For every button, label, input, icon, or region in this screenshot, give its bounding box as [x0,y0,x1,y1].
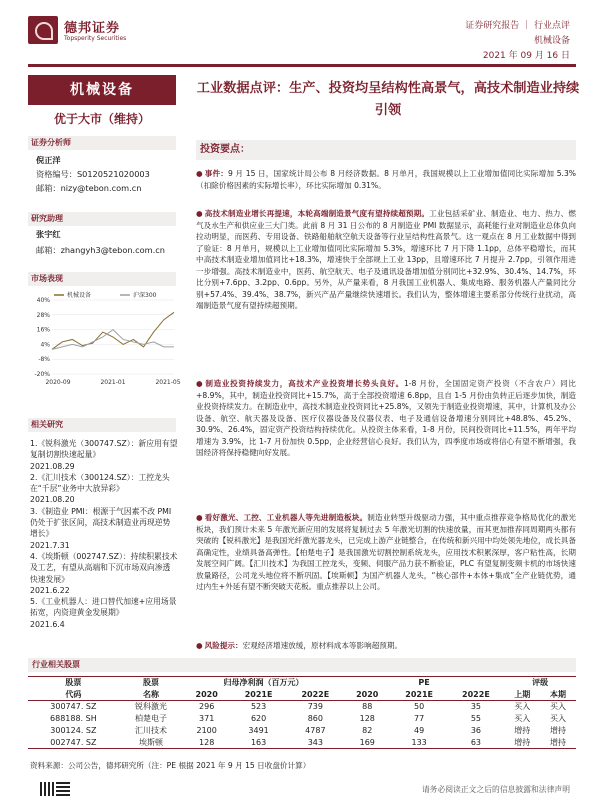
chart-legend-label: 沪深300 [133,292,157,299]
related-research-date: 2021.6.4 [30,619,65,629]
qr-code-icon [56,782,70,796]
chart-y-tick-label: 40% [36,297,50,304]
qr-code-icon [40,782,54,796]
report-title: 工业数据点评：生产、投资均呈结构性高景气，高技术制造业持续引领 [196,81,580,118]
logo-text-en: Topsperity Securities [64,35,127,42]
stock-table-header: 行业相关股票 [28,658,576,672]
chart-series-line-0 [52,312,174,349]
paragraph-heading: 高技术制造业增长再提速，本轮高端制造景气度有望持续超预期。 [204,209,430,218]
table-cell: 35 [470,702,482,712]
table-cell: 739 [307,702,323,712]
paragraph-heading: 风险提示： [204,641,243,650]
related-research-title: 2.《汇川技术（300124.SZ）：工控龙头在“千层”业务中大放异彩》 [30,472,170,494]
table-row [28,701,576,713]
table-cell: 柏楚电子 [134,714,167,723]
col-code-top: 股票 [65,678,82,688]
paragraph-recommend [196,512,576,593]
table-row [28,737,576,749]
table-cell: 300747. SZ [50,702,97,712]
table-cell: 128 [359,714,375,723]
paragraph-heading: 看好激光、工控、工业机器人等先进制造板块。 [204,513,368,522]
table-cell: 620 [250,714,267,723]
chart-y-tick-label: 16% [36,326,50,334]
table-cell: 128 [199,737,215,747]
related-section-header: 相关研究 [28,418,176,432]
col-profit-2022e: 2022E [287,689,344,701]
table-cell: 343 [307,737,323,747]
paragraph-investment [196,378,576,459]
table-cell: 增持 [514,737,531,747]
table-cell: 82 [362,726,373,735]
bullet-icon: ● [196,169,203,178]
table-cell: 买入 [550,702,567,712]
paragraph-body: 宏观经济增速放缓，原材料成本等影响超预期。 [242,641,403,650]
table-cell: 增持 [550,726,567,735]
paragraph-heading: 制造业投资持续发力，高技术产业投资增长势头良好。 [205,379,404,388]
col-rating-curr: 本期 [540,689,576,701]
related-research-date: 2021.08.29 [30,461,75,471]
assistant-section-header: 研究助理 [28,212,176,226]
table-cell: 63 [470,737,482,747]
company-logo-icon [28,16,58,44]
report-date: 2021 年 09 月 16 日 [482,51,570,61]
table-cell: 锐科激光 [134,702,167,712]
assistant-name: 张宇红 [36,229,61,239]
related-research-item[interactable] [30,472,178,506]
header-divider [28,64,576,67]
table-cell: 55 [470,714,482,723]
related-research-title: 4.《埃斯顿（002747.SZ）：持续积累技术及工艺，有望从高端和下沉市场双向渗透快速发展》 [30,551,178,584]
related-research-title: 1.《锐科激光（300747.SZ）：新应用有望复制切割快速起量》 [30,439,178,460]
table-cell: 2100 [196,726,217,735]
stock-table [28,676,576,749]
market-section-header: 市场表现 [28,272,176,286]
bullet-icon: ● [196,209,203,218]
industry-rating: 优于大市（维持） [53,112,150,126]
report-type: 证券研究报告 ｜ 行业点评 [465,21,570,31]
table-cell: 300124. SZ [50,726,97,735]
table-cell: 163 [250,737,267,747]
analyst-cert: 资格编号：S0120521020003 [36,169,150,179]
chart-x-tick-label: 2021-05 [155,379,181,386]
col-group-pe: PE [418,678,430,688]
chart-y-tick-label: -20% [34,371,50,378]
chart-y-tick-label: 28% [36,311,50,319]
table-cell: 汇川技术 [134,726,167,735]
chart-legend-label: 机械设备 [67,292,92,299]
chart-x-tick-label: 2021-01 [100,379,126,386]
table-row [28,713,576,725]
logo-text-cn: 德邦证券 [64,21,121,36]
paragraph-body: 制造业转型升级驱动力强，其中重点推荐竞争格局优化的激光板块，我们预计未来 5 年激光新应用的发展将复制过去 5 年激光切割的快速放量，而其更加推荐同周期两头都有突破的【锐科激光】是我国光纤激光器龙头，已完成上游产业链整合，在传统和新兴用中均处领先地位，成长具备高确定性，业绩具备高弹性。【柏楚电子】是我国激光切割控制系统龙头，应用技术积累深厚，客户粘性高，长期发展空间广阔。【汇川技术】为我国工控龙头，变频、伺服产品力获不断验证，PLC 有望复制变频卡机的市场快速放量路径，公司龙头地位将不断巩固。【埃斯顿】为国产机器人龙头，“核心部件+本体+集成”全产业链优势，通过内生+外延有望不断突破天花板。重点推荐以上公司。 [196,513,576,591]
paragraph-risk [196,640,576,652]
col-group-profit: 归母净利润（百万元） [223,678,304,688]
analyst-section-header: 证券分析师 [28,136,176,150]
col-group-rating: 评级 [532,678,549,688]
col-pe-2022e: 2022E [448,689,505,701]
bullet-icon: ● [196,513,203,522]
table-cell: 买入 [514,714,531,723]
related-research-item[interactable] [30,506,178,551]
col-code: 代码 [28,689,119,701]
table-cell: 133 [411,737,427,747]
table-cell: 296 [199,702,215,712]
col-profit-2020: 2020 [183,689,230,701]
table-cell: 4787 [305,726,326,735]
investment-points-header: 投资要点： [196,140,576,160]
footer-disclaimer: 请务必阅读正文之后的信息披露和法律声明 [421,785,570,794]
table-cell: 埃斯顿 [138,737,163,747]
chart-y-tick-label: 4% [40,341,50,349]
related-research-list [30,438,178,630]
table-cell: 002747. SZ [50,737,97,747]
related-research-date: 2021.7.31 [30,540,70,550]
table-cell: 523 [250,702,267,712]
table-cell: 49 [414,726,425,735]
paragraph-body: 9 月 15 日，国家统计局公布 8 月经济数据。8 月单月，我国规模以上工业增加值同比实际增加 5.3%（扣除价格因素的实际增长率），环比实际增加 0.31%。 [196,169,577,190]
table-cell: 买入 [550,714,567,723]
related-research-item[interactable] [30,438,178,472]
paragraph-heading: 事件： [204,169,229,178]
chart-x-tick-label: 2020-09 [45,379,71,386]
table-cell: 371 [199,714,215,723]
related-research-item[interactable] [30,551,178,596]
industry-banner: 机械设备 [28,75,176,105]
analyst-name: 倪正洋 [36,155,61,165]
analyst-email[interactable]: 邮箱：nizy@tebon.com.cn [36,183,142,193]
report-industry: 机械设备 [533,36,570,46]
table-cell: 77 [414,714,425,723]
related-research-date: 2021.08.20 [30,495,75,505]
table-cell: 3491 [248,726,269,735]
table-cell: 688188. SH [50,714,97,723]
table-cell: 买入 [514,702,531,712]
table-cell: 169 [359,737,375,747]
col-pe-2020: 2020 [344,689,391,701]
bullet-icon: ● [196,641,203,650]
col-profit-2021e: 2021E [230,689,287,701]
related-research-date: 2021.6.22 [30,585,70,595]
related-research-title: 3.《制造业 PMI：根源于气因素不改 PMI 仍处于扩张区间，高技术制造业再现逆势增长》 [30,506,172,539]
bullet-icon: ● [196,379,204,388]
market-performance-chart [28,290,181,390]
col-name-top: 股票 [142,678,159,688]
related-research-title: 5.《工业机器人：进口替代加速+应用场景拓宽，内资迎黄金发展期》 [30,597,177,618]
assistant-email[interactable]: 邮箱：zhangyh3@tebon.com.cn [36,245,165,255]
table-cell: 36 [470,726,482,735]
table-row [28,725,576,737]
table-cell: 增持 [514,726,531,735]
paragraph-body: 1-8 月份，全国固定资产投资（不含农户）同比+8.9%，其中，制造业投资同比+15.7%，高于全部投资增速 6.8pp，且自 1-5 月份由负转正后逐步加快，制造业投资持续发力。在制造业中，高技术制造业投资同比+25.8%，又领先于制造业投资增速，其中，计算机及办公设备、航空、航天器及设备、医疗仪器设备及仪器仪表、电子及通信设备增速分别同比+48.8%、45.2%、30.9%、26.4%，固定资产投资结构持续优化。从投资主体来看，1-8 月份，民间投资同比+11.5%，两年平均增速为 3.9%，比 1-7 月份加快 0.5pp，企业经营信心良好。我们认为，四季度市场或将信心有望不断增强，我国经济将保持稳健向好发展。 [196,379,576,457]
paragraph-event [196,168,576,191]
chart-y-tick-label: -8% [38,356,50,364]
related-research-item[interactable] [30,596,178,630]
col-rating-prev: 上期 [504,689,540,701]
table-cell: 860 [307,714,323,723]
paragraph-hightech [196,208,576,312]
col-pe-2021e: 2021E [391,689,448,701]
table-source-note: 资料来源：公司公告，德邦研究所（注：PE 根据 2021 年 9 月 15 日收盘价计算） [30,761,311,770]
table-cell: 88 [362,702,373,712]
paragraph-body: 工业包括采矿业、制造业、电力、热力、燃气及水生产和供应业三大门类。此前 8 月 31 日公布的 8 月制造业 PMI 数据显示，高耗能行业对制造业总体负向拉动明显，而医药、专用设备、铁路船舶航空航天设备等行业呈结构性高景气。这一观点在 8 月工业数据中得到了验证：8 月单月，规模以上工业增加值同比实际增加 5.3%，增速环比 7 月下降 1.1pp，总体平稳增长，而其中高技术制造业增加值同比+18.3%，增速快于全部规上工业 13pp，且增速环比 7 月提升 2.7pp，引领作用进一步增强。高技术制造业中，医药、航空航天、电子及通讯设备增加值分别同比+32.9%、30.4%、14.7%，环比分别+7.6pp、3.2pp、0.6pp。另外，从产量来看，8 月我国工业机器人、集成电路、服务机器人产量同比分别+57.4%、39.4%、38.7%，新兴产品产量继续快速增长。我们认为，整体增速主要系部分传统行业扰动，高端制造景气度有望持续超预期。 [196,209,576,310]
table-cell: 50 [414,702,425,712]
col-name: 名称 [119,689,183,701]
table-cell: 增持 [550,737,567,747]
